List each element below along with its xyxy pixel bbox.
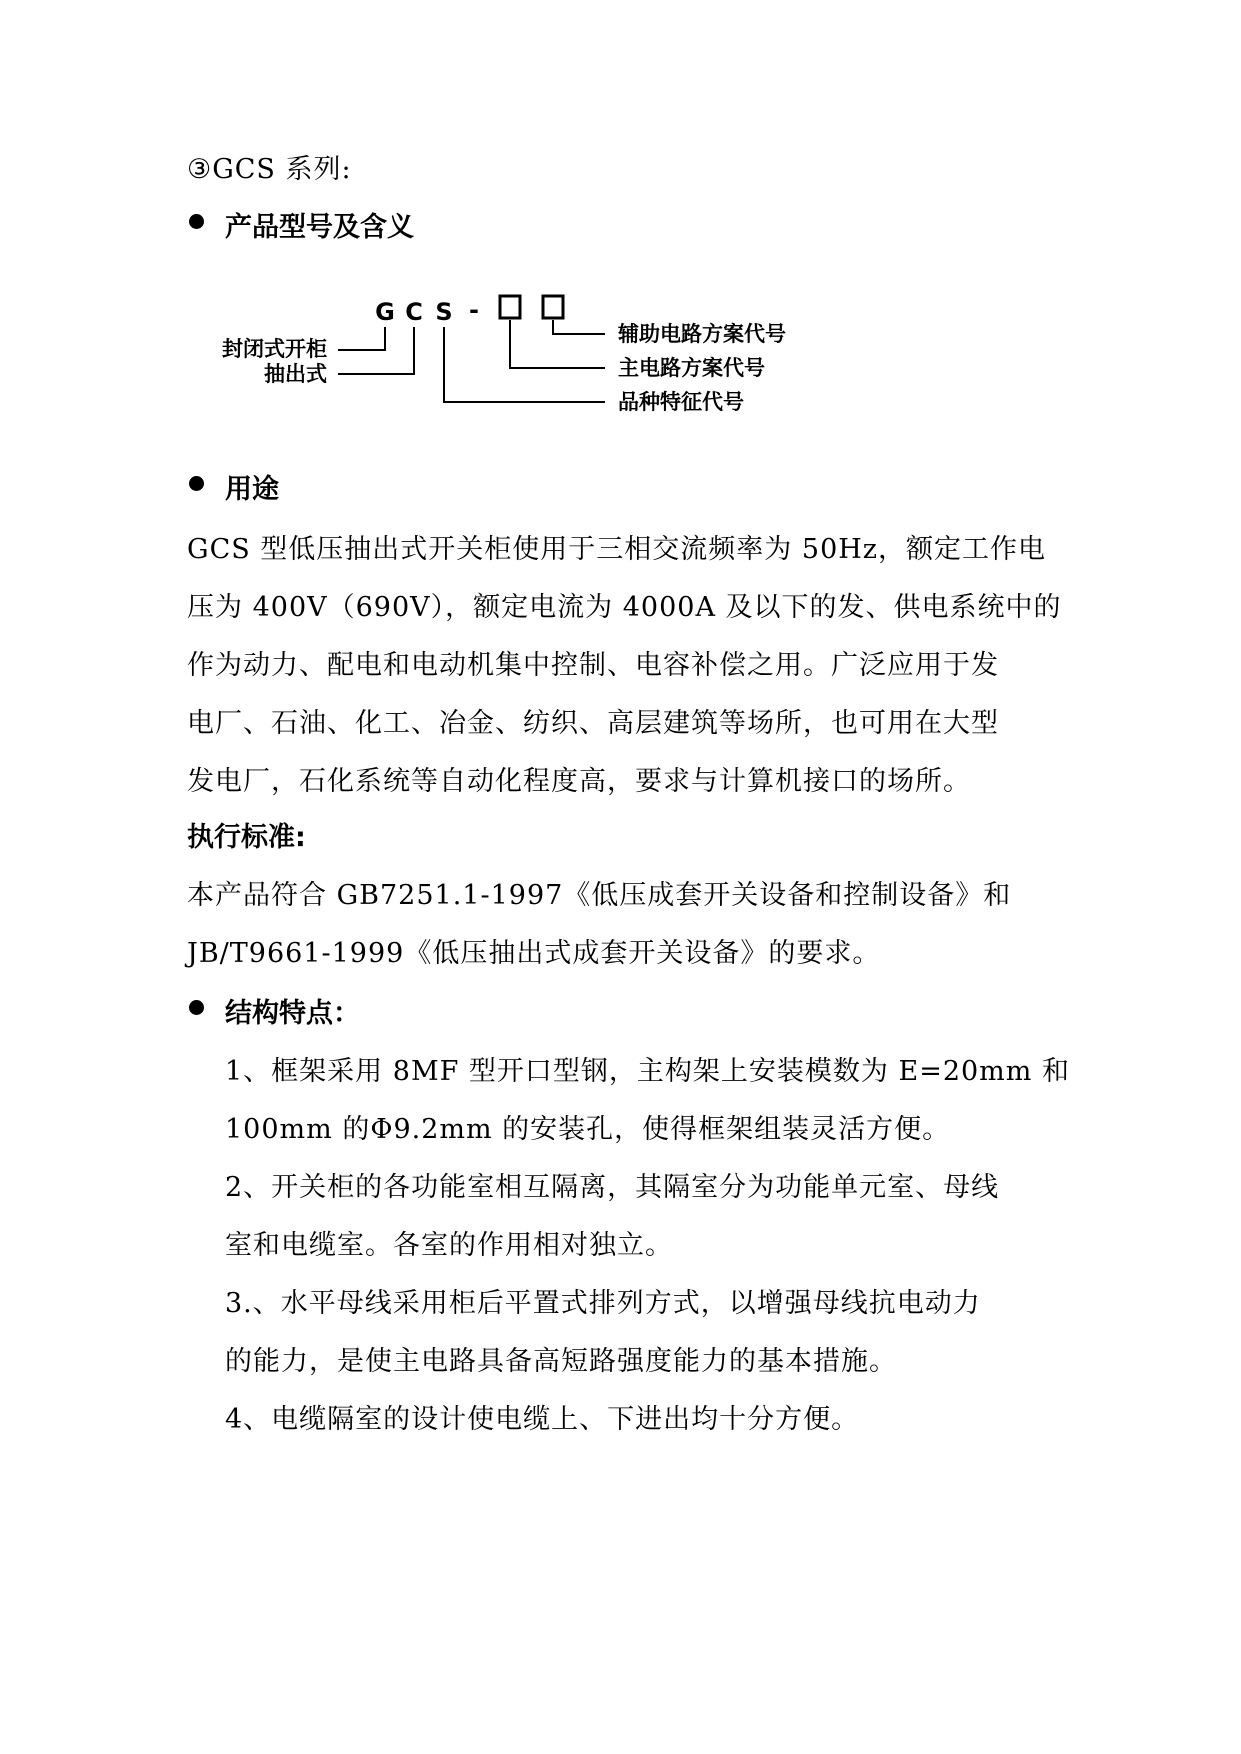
- structure-line: 100mm 的Φ9.2mm 的安装孔，使得框架组装灵活方便。: [225, 1114, 951, 1145]
- label-variety-code: 品种特征代号: [618, 390, 744, 414]
- structure-line: 3.、水平母线采用柜后平置式排列方式，以增强母线抗电动力: [225, 1288, 981, 1319]
- connector-main: [510, 320, 605, 368]
- bullet-dot-icon: [189, 1000, 204, 1015]
- usage-line: 电厂、石油、化工、冶金、纺织、高层建筑等场所，也可用在大型: [187, 708, 999, 739]
- structure-line: 4、电缆隔室的设计使电缆上、下进出均十分方便。: [225, 1404, 860, 1435]
- code-letter-c: C: [405, 298, 423, 326]
- usage-line: GCS 型低压抽出式开关柜使用于三相交流频率为 50Hz，额定工作电: [187, 534, 1047, 565]
- structure-line: 1、框架采用 8MF 型开口型钢，主构架上安装模数为 E=20mm 和: [225, 1056, 1070, 1087]
- connector-aux: [553, 320, 605, 334]
- connector-s: [444, 327, 605, 402]
- standard-line: 本产品符合 GB7251.1-1997《低压成套开关设备和控制设备》和: [187, 880, 1012, 911]
- heading-product-model: 产品型号及含义: [225, 212, 414, 243]
- structure-line: 室和电缆室。各室的作用相对独立。: [225, 1230, 673, 1261]
- heading-usage: 用途: [225, 474, 279, 505]
- heading-standard: 执行标准:: [187, 822, 306, 853]
- model-code-diagram: [0, 0, 1241, 460]
- connector-g: [338, 327, 385, 350]
- aux-circuit-box: [543, 296, 563, 318]
- structure-line: 2、开关柜的各功能室相互隔离，其隔室分为功能单元室、母线: [225, 1172, 1000, 1203]
- code-letter-g: G: [375, 298, 395, 326]
- label-draw-out: 抽出式: [264, 362, 327, 386]
- main-circuit-box: [500, 296, 520, 318]
- usage-line: 发电厂，石化系统等自动化程度高，要求与计算机接口的场所。: [187, 766, 971, 797]
- usage-line: 压为 400V（690V），额定电流为 4000A 及以下的发、供电系统中的: [187, 592, 1062, 623]
- label-enclosed-cabinet: 封闭式开柜: [222, 337, 327, 361]
- bullet-dot-icon: [189, 476, 204, 491]
- code-letter-s: S: [435, 298, 453, 326]
- label-aux-circuit: 辅助电路方案代号: [618, 322, 786, 346]
- structure-line: 的能力，是使主电路具备高短路强度能力的基本措施。: [225, 1346, 897, 1377]
- section-title: ③GCS 系列:: [187, 154, 352, 185]
- heading-structure: 结构特点：: [225, 998, 360, 1029]
- label-main-circuit: 主电路方案代号: [618, 356, 765, 380]
- usage-line: 作为动力、配电和电动机集中控制、电容补偿之用。广泛应用于发: [187, 650, 999, 681]
- standard-line: JB/T9661-1999《低压抽出式成套开关设备》的要求。: [187, 938, 881, 969]
- code-dash: -: [469, 296, 479, 324]
